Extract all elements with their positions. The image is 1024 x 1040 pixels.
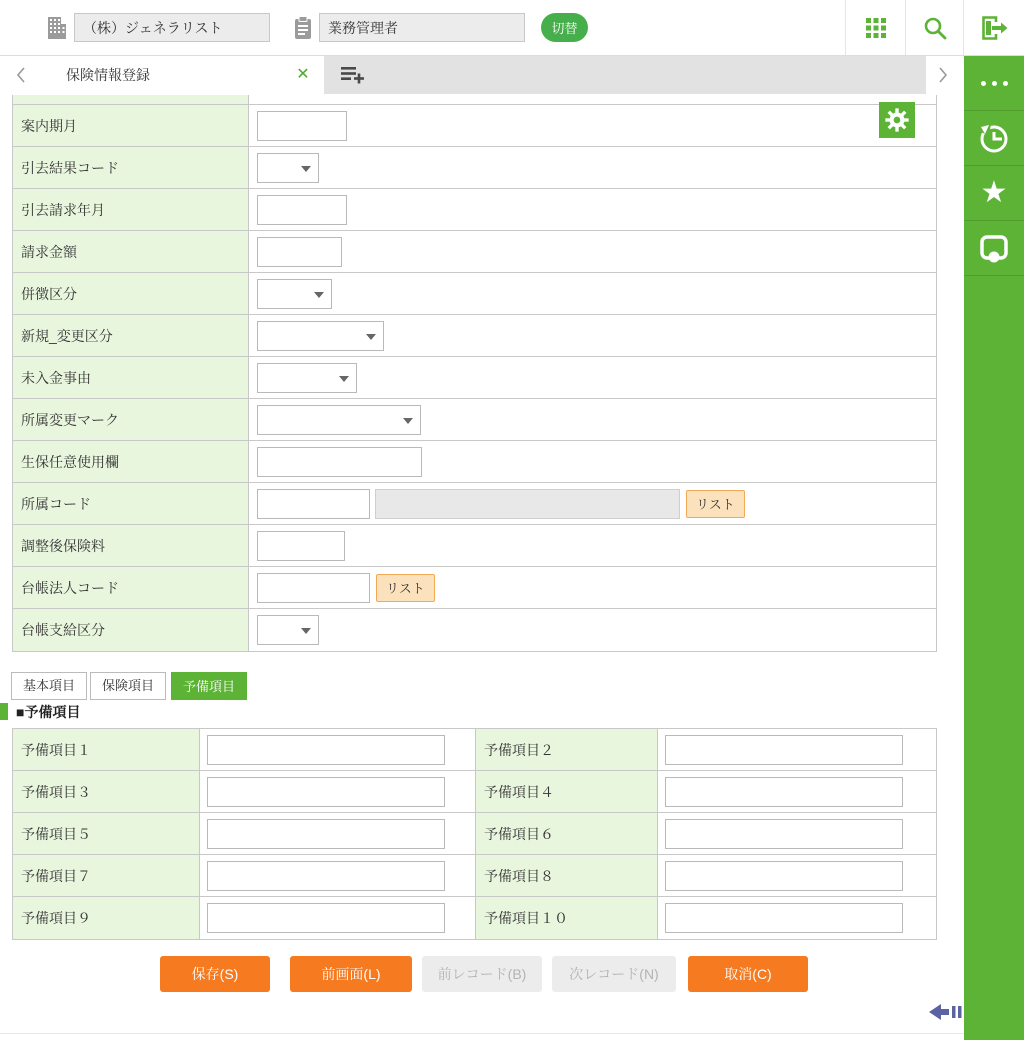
reserve-item-1-input[interactable] — [207, 735, 445, 765]
field-label: 所属コード — [13, 483, 249, 524]
manual-icon — [977, 232, 1011, 264]
reserve-item-4-input[interactable] — [665, 777, 903, 807]
affiliation-name-readonly — [375, 489, 680, 519]
affiliation-list-button[interactable]: リスト — [686, 490, 745, 518]
reserve-item-6-input[interactable] — [665, 819, 903, 849]
affiliation-code-input[interactable] — [257, 489, 370, 519]
form-row — [13, 441, 936, 483]
unpaid-reason-select[interactable] — [257, 363, 357, 393]
form-row — [13, 273, 936, 315]
affiliation-change-mark-select[interactable] — [257, 405, 421, 435]
reserve-item-2-input[interactable] — [665, 735, 903, 765]
ledger-corporate-code-input[interactable] — [257, 573, 370, 603]
sidebar-history-button[interactable] — [964, 111, 1024, 166]
tab-title: 保険情報登録 — [66, 67, 150, 83]
search-icon — [922, 15, 948, 41]
reserve-item-7-input[interactable] — [207, 861, 445, 891]
form-row — [13, 357, 936, 399]
role-input[interactable] — [319, 13, 525, 42]
life-insurance-optional-input[interactable] — [257, 447, 422, 477]
tab-insurance-registration[interactable] — [38, 56, 324, 94]
save-button[interactable]: 保存(S) — [160, 956, 270, 992]
field-label: 台帳法人コード — [13, 567, 249, 608]
field-label: 新規_変更区分 — [13, 315, 249, 356]
reserve-item-8-input[interactable] — [665, 861, 903, 891]
tab-reserve-items[interactable]: 予備項目 — [171, 672, 247, 700]
new-change-category-select[interactable] — [257, 321, 384, 351]
reserve-items-table — [12, 728, 937, 940]
reserve-item-3-input[interactable] — [207, 777, 445, 807]
cancel-button[interactable]: 取消(C) — [688, 956, 808, 992]
chevron-right-icon — [937, 66, 949, 84]
field-label: 予備項目２ — [476, 729, 658, 770]
history-icon — [977, 121, 1011, 155]
field-label: 生保任意使用欄 — [13, 441, 249, 482]
reserve-item-10-input[interactable] — [665, 903, 903, 933]
prev-screen-button[interactable]: 前画面(L) — [290, 956, 412, 992]
table-row — [13, 729, 936, 771]
field-label: 予備項目７ — [13, 855, 200, 896]
document-tabbar — [0, 56, 964, 94]
form-row — [13, 315, 936, 357]
billing-amount-input[interactable] — [257, 237, 342, 267]
field-label: 所属変更マーク — [13, 399, 249, 440]
field-label: 請求金額 — [13, 231, 249, 272]
form-row — [13, 105, 936, 147]
switch-button[interactable]: 切替 — [541, 13, 588, 42]
guidance-month-input[interactable] — [257, 111, 347, 141]
company-input[interactable] — [74, 13, 270, 42]
form-row — [13, 231, 936, 273]
apps-grid-icon — [865, 17, 887, 39]
ellipsis-icon — [981, 81, 1008, 86]
field-label: 引去結果コード — [13, 147, 249, 188]
table-row — [13, 771, 936, 813]
combined-collection-select[interactable] — [257, 279, 332, 309]
logout-button[interactable] — [963, 0, 1024, 55]
sidebar-favorites-button[interactable] — [964, 166, 1024, 221]
table-row — [13, 897, 936, 939]
field-label: 引去請求年月 — [13, 189, 249, 230]
reserve-item-9-input[interactable] — [207, 903, 445, 933]
tab-basic-items[interactable]: 基本項目 — [11, 672, 87, 700]
ledger-corporate-list-button[interactable]: リスト — [376, 574, 435, 602]
new-tab-icon[interactable] — [340, 65, 366, 85]
prev-record-button: 前レコード(B) — [422, 956, 542, 992]
field-label: 未入金事由 — [13, 357, 249, 398]
sidebar-more-button[interactable] — [964, 56, 1024, 111]
field-label — [13, 95, 249, 104]
tabs-scroll-left-button[interactable] — [8, 56, 34, 94]
star-icon: ★ — [980, 175, 1008, 210]
tab-close-icon[interactable]: ✕ — [296, 66, 310, 83]
search-button[interactable] — [905, 0, 963, 55]
app-header — [0, 0, 1024, 56]
form-row — [13, 189, 936, 231]
section-accent-bar — [0, 703, 8, 720]
form-row — [13, 483, 936, 525]
tab-insurance-items[interactable]: 保険項目 — [90, 672, 166, 700]
slide-back-arrow-icon[interactable] — [928, 1001, 964, 1023]
insurance-form-table — [12, 95, 937, 652]
form-row — [13, 567, 936, 609]
withdrawal-billing-month-input[interactable] — [257, 195, 347, 225]
field-label: 併徴区分 — [13, 273, 249, 314]
adjusted-premium-input[interactable] — [257, 531, 345, 561]
field-label: 予備項目１ — [13, 729, 200, 770]
section-heading: ■予備項目 — [16, 704, 81, 720]
chevron-left-icon — [15, 66, 27, 84]
field-label: 調整後保険料 — [13, 525, 249, 566]
next-record-button: 次レコード(N) — [552, 956, 676, 992]
content-bottom-divider — [0, 1033, 964, 1034]
form-row — [13, 147, 936, 189]
form-row-cutoff — [13, 95, 936, 105]
reserve-item-5-input[interactable] — [207, 819, 445, 849]
form-row — [13, 525, 936, 567]
field-label: 予備項目４ — [476, 771, 658, 812]
field-label: 台帳支給区分 — [13, 609, 249, 651]
logout-icon — [979, 15, 1009, 41]
field-label: 案内期月 — [13, 105, 249, 146]
field-label: 予備項目８ — [476, 855, 658, 896]
field-label: 予備項目１０ — [476, 897, 658, 939]
sidebar-manual-button[interactable] — [964, 221, 1024, 276]
table-row — [13, 855, 936, 897]
table-row — [13, 813, 936, 855]
field-label: 予備項目６ — [476, 813, 658, 854]
building-icon — [46, 15, 68, 41]
settings-gear-button[interactable] — [879, 102, 915, 138]
field-label: 予備項目５ — [13, 813, 200, 854]
gear-icon — [882, 105, 912, 135]
field-label: 予備項目９ — [13, 897, 200, 939]
apps-menu-button[interactable] — [845, 0, 905, 55]
form-row — [13, 609, 936, 651]
right-sidebar — [964, 56, 1024, 1040]
tabs-scroll-right-button[interactable] — [930, 56, 956, 94]
field-label: 予備項目３ — [13, 771, 200, 812]
withdrawal-result-code-select[interactable] — [257, 153, 319, 183]
ledger-payment-select[interactable] — [257, 615, 319, 645]
form-row — [13, 399, 936, 441]
clipboard-icon — [293, 15, 313, 41]
